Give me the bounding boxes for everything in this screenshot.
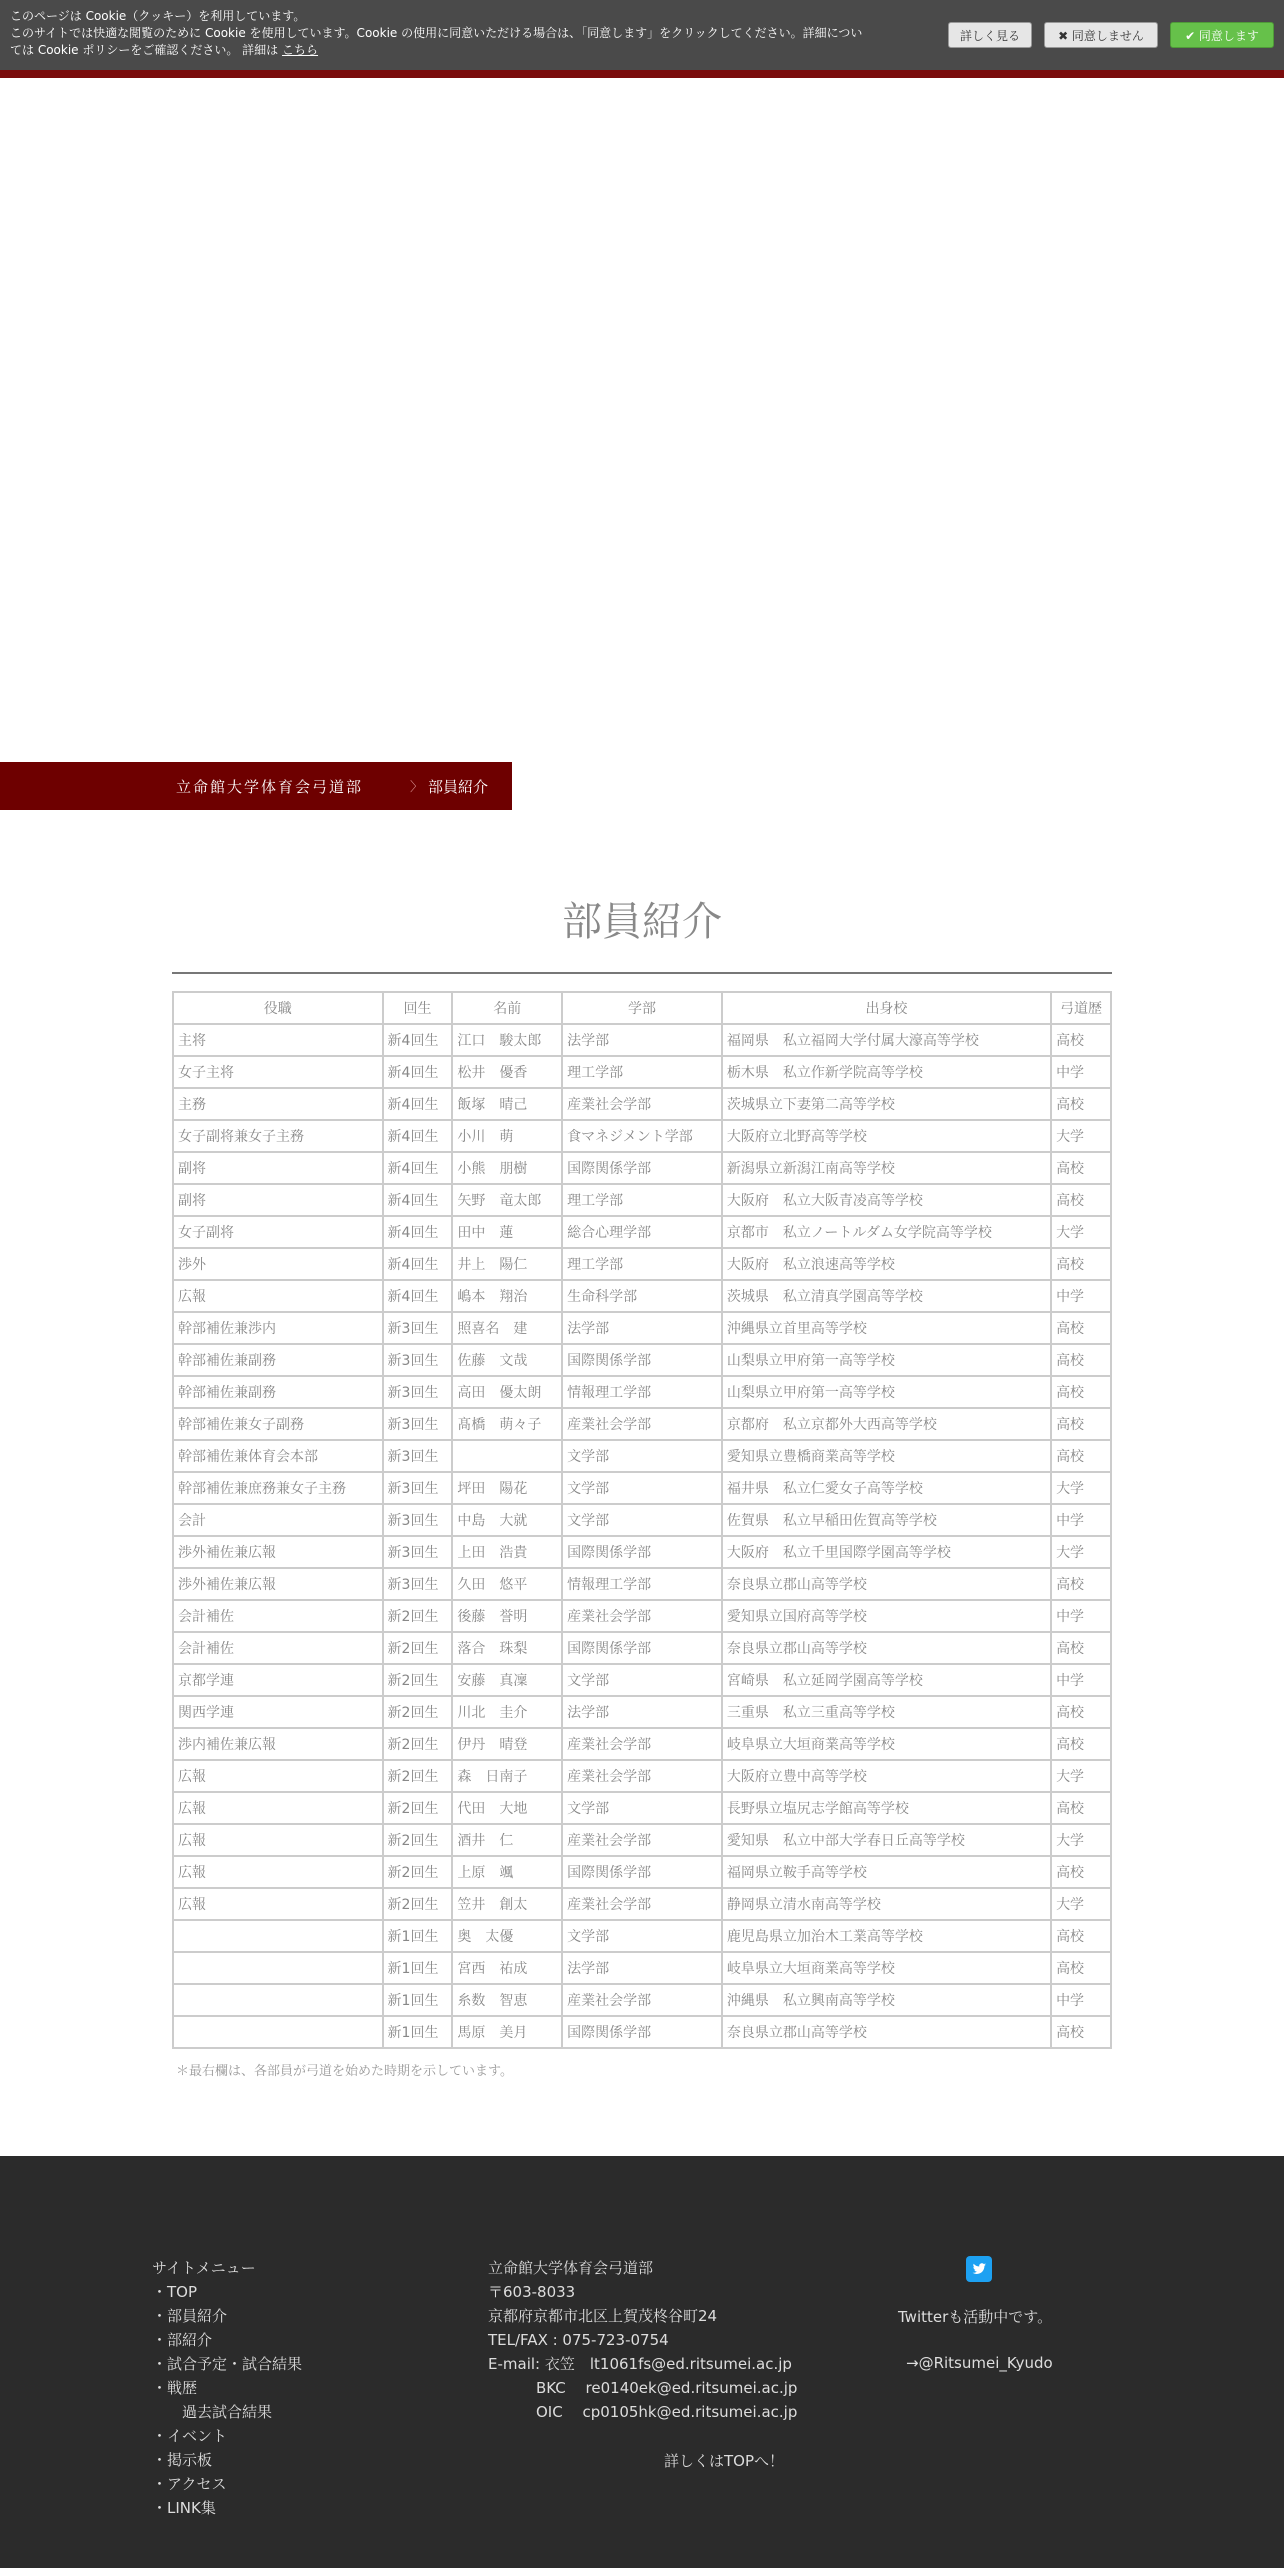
cell-school: 岐阜県立大垣商業高等学校: [722, 1728, 1051, 1760]
cell-role: 会計: [173, 1504, 383, 1536]
cell-role: [173, 1920, 383, 1952]
menu-item-schedule[interactable]: ・試合予定・試合結果: [152, 2355, 303, 2373]
cell-year: 新3回生: [383, 1504, 453, 1536]
cell-faculty: 法学部: [562, 1312, 722, 1344]
cell-faculty: 国際関係学部: [562, 1632, 722, 1664]
cell-name: 中島 大就: [452, 1504, 562, 1536]
cell-name: 伊丹 晴登: [452, 1728, 562, 1760]
table-row: [173, 1984, 1111, 2016]
cell-year: 新2回生: [383, 1888, 453, 1920]
cell-year: 新3回生: [383, 1568, 453, 1600]
cell-experience: 中学: [1051, 1056, 1111, 1088]
contact-tel: TEL/FAX : 075-723-0754: [488, 2331, 669, 2349]
menu-item-top[interactable]: ・TOP: [152, 2283, 198, 2301]
cell-name: 森 日南子: [452, 1760, 562, 1792]
cell-experience: 高校: [1051, 1024, 1111, 1056]
cell-year: 新2回生: [383, 1632, 453, 1664]
cell-experience: 高校: [1051, 1408, 1111, 1440]
cell-faculty: 産業社会学部: [562, 1760, 722, 1792]
cell-faculty: 理工学部: [562, 1056, 722, 1088]
cell-role: 広報: [173, 1824, 383, 1856]
cell-year: 新2回生: [383, 1664, 453, 1696]
cell-experience: 高校: [1051, 1248, 1111, 1280]
menu-item-past-results[interactable]: 過去試合結果: [182, 2403, 273, 2421]
cell-year: 新4回生: [383, 1184, 453, 1216]
cell-year: 新3回生: [383, 1440, 453, 1472]
cell-school: 長野県立塩尻志学館高等学校: [722, 1792, 1051, 1824]
cell-school: 静岡県立清水南高等学校: [722, 1888, 1051, 1920]
cell-experience: 高校: [1051, 1728, 1111, 1760]
menu-item-members[interactable]: ・部員紹介: [152, 2307, 228, 2325]
cell-faculty: 理工学部: [562, 1184, 722, 1216]
table-row: [173, 1440, 1111, 1472]
cell-faculty: 文学部: [562, 1504, 722, 1536]
table-row: [173, 1056, 1111, 1088]
cookie-line-2: このサイトでは快適な閲覧のために Cookie を使用しています。Cookie の使用に同意いただける場合は、「同意します」をクリックしてください。詳細につい: [10, 26, 863, 40]
cell-role: 女子副将: [173, 1216, 383, 1248]
cell-faculty: 国際関係学部: [562, 1536, 722, 1568]
table-row: [173, 1696, 1111, 1728]
cell-school: 沖縄県 私立興南高等学校: [722, 1984, 1051, 2016]
cell-name: 嶋本 翔治: [452, 1280, 562, 1312]
table-row: [173, 1824, 1111, 1856]
cell-faculty: 法学部: [562, 1696, 722, 1728]
cell-faculty: 生命科学部: [562, 1280, 722, 1312]
menu-item-links[interactable]: ・LINK集: [152, 2499, 216, 2517]
cell-experience: 高校: [1051, 1792, 1111, 1824]
more-top-link[interactable]: 詳しくはTOPへ！: [664, 2452, 785, 2470]
title-divider: [172, 972, 1112, 974]
contact-name: 立命館大学体育会弓道部: [488, 2259, 654, 2277]
table-row: [173, 1120, 1111, 1152]
cell-year: 新2回生: [383, 1824, 453, 1856]
cookie-policy-link[interactable]: こちら: [282, 43, 319, 57]
cell-experience: 高校: [1051, 1952, 1111, 1984]
cell-experience: 高校: [1051, 1184, 1111, 1216]
cell-faculty: 総合心理学部: [562, 1216, 722, 1248]
cell-role: 渉外: [173, 1248, 383, 1280]
cell-name: 髙橋 萌々子: [452, 1408, 562, 1440]
cell-faculty: 法学部: [562, 1952, 722, 1984]
menu-item-events[interactable]: ・イベント: [152, 2427, 228, 2445]
cell-school: 茨城県 私立清真学園高等学校: [722, 1280, 1051, 1312]
cell-role: 女子主将: [173, 1056, 383, 1088]
cell-year: 新1回生: [383, 1984, 453, 2016]
cell-year: 新1回生: [383, 1952, 453, 1984]
cell-name: 田中 蓮: [452, 1216, 562, 1248]
table-row: [173, 1376, 1111, 1408]
cell-school: 山梨県立甲府第一高等学校: [722, 1376, 1051, 1408]
contact-email-kinugasa: E-mail: 衣笠 lt1061fs@ed.ritsumei.ac.jp: [488, 2355, 792, 2373]
cell-faculty: 産業社会学部: [562, 1984, 722, 2016]
cell-school: 山梨県立甲府第一高等学校: [722, 1344, 1051, 1376]
cell-role: 幹部補佐兼庶務兼女子主務: [173, 1472, 383, 1504]
cell-role: 会計補佐: [173, 1600, 383, 1632]
cell-year: 新2回生: [383, 1760, 453, 1792]
breadcrumb-current: 部員紹介: [428, 778, 489, 796]
cell-name: 坪田 陽花: [452, 1472, 562, 1504]
cell-faculty: 産業社会学部: [562, 1600, 722, 1632]
cell-name: 奥 太優: [452, 1920, 562, 1952]
table-row: [173, 1024, 1111, 1056]
cell-year: 新2回生: [383, 1792, 453, 1824]
cell-role: 幹部補佐兼副務: [173, 1376, 383, 1408]
cell-school: 三重県 私立三重高等学校: [722, 1696, 1051, 1728]
cell-role: 広報: [173, 1280, 383, 1312]
cell-role: 幹部補佐兼女子副務: [173, 1408, 383, 1440]
cell-faculty: 国際関係学部: [562, 1152, 722, 1184]
cell-year: 新4回生: [383, 1120, 453, 1152]
cell-role: 京都学連: [173, 1664, 383, 1696]
table-row: [173, 1632, 1111, 1664]
cell-role: 副将: [173, 1184, 383, 1216]
cell-faculty: 産業社会学部: [562, 1824, 722, 1856]
header-experience: 弓道歴: [1051, 992, 1111, 1024]
cell-year: 新4回生: [383, 1152, 453, 1184]
menu-item-history[interactable]: ・戦歴: [152, 2379, 198, 2397]
cell-role: 主務: [173, 1088, 383, 1120]
table-row: [173, 1408, 1111, 1440]
table-row: [173, 1952, 1111, 1984]
header-school: 出身校: [722, 992, 1051, 1024]
cell-experience: 高校: [1051, 1632, 1111, 1664]
cookie-line-1: このページは Cookie（クッキー）を利用しています。: [10, 9, 306, 23]
cell-school: 奈良県立郡山高等学校: [722, 1568, 1051, 1600]
cell-experience: 高校: [1051, 1856, 1111, 1888]
cell-year: 新3回生: [383, 1408, 453, 1440]
cell-experience: 大学: [1051, 1824, 1111, 1856]
cell-school: 京都市 私立ノートルダム女学院高等学校: [722, 1216, 1051, 1248]
footer: [0, 2156, 1284, 2568]
breadcrumb-home-link[interactable]: 立命館大学体育会弓道部: [176, 778, 364, 796]
cell-school: 愛知県立豊橋商業高等学校: [722, 1440, 1051, 1472]
cell-year: 新3回生: [383, 1376, 453, 1408]
cell-year: 新3回生: [383, 1312, 453, 1344]
cell-year: 新1回生: [383, 2016, 453, 2048]
cell-name: 矢野 竜太郎: [452, 1184, 562, 1216]
cell-role: 広報: [173, 1856, 383, 1888]
cell-school: 新潟県立新潟江南高等学校: [722, 1152, 1051, 1184]
cell-year: 新4回生: [383, 1088, 453, 1120]
cell-school: 大阪府 私立千里国際学園高等学校: [722, 1536, 1051, 1568]
breadcrumb: [0, 762, 512, 810]
cell-role: 主将: [173, 1024, 383, 1056]
table-row: [173, 1728, 1111, 1760]
cell-role: 副将: [173, 1152, 383, 1184]
cell-experience: 中学: [1051, 1280, 1111, 1312]
cell-experience: 中学: [1051, 1664, 1111, 1696]
cell-name: 江口 駿太郎: [452, 1024, 562, 1056]
cookie-detail-button[interactable]: 詳しく見る: [948, 22, 1032, 48]
cell-role: 幹部補佐兼体育会本部: [173, 1440, 383, 1472]
cell-year: 新4回生: [383, 1024, 453, 1056]
cell-experience: 高校: [1051, 2016, 1111, 2048]
cell-name: 川北 圭介: [452, 1696, 562, 1728]
menu-item-club[interactable]: ・部紹介: [152, 2331, 213, 2349]
cell-faculty: 文学部: [562, 1792, 722, 1824]
cell-school: 大阪府立北野高等学校: [722, 1120, 1051, 1152]
site-menu-title: サイトメニュー: [152, 2259, 256, 2277]
cell-faculty: 産業社会学部: [562, 1408, 722, 1440]
cell-faculty: 法学部: [562, 1024, 722, 1056]
cell-name: 糸数 智恵: [452, 1984, 562, 2016]
cell-role: 広報: [173, 1792, 383, 1824]
cell-year: 新4回生: [383, 1280, 453, 1312]
cell-school: 福井県 私立仁愛女子高等学校: [722, 1472, 1051, 1504]
cell-faculty: 食マネジメント学部: [562, 1120, 722, 1152]
cookie-accept-button[interactable]: ✔ 同意します: [1170, 22, 1274, 48]
cell-name: 酒井 仁: [452, 1824, 562, 1856]
cell-faculty: 文学部: [562, 1664, 722, 1696]
table-row: [173, 1856, 1111, 1888]
header-name: 名前: [452, 992, 562, 1024]
table-row: [173, 1184, 1111, 1216]
table-row: [173, 1088, 1111, 1120]
cell-year: 新2回生: [383, 1728, 453, 1760]
table-row: [173, 1312, 1111, 1344]
member-table: [172, 991, 1112, 2049]
table-row: [173, 1760, 1111, 1792]
cell-experience: 高校: [1051, 1376, 1111, 1408]
header-role: 役職: [173, 992, 383, 1024]
cell-faculty: 国際関係学部: [562, 2016, 722, 2048]
table-row: [173, 1792, 1111, 1824]
table-header-row: [173, 992, 1111, 1024]
cell-school: 宮崎県 私立延岡学園高等学校: [722, 1664, 1051, 1696]
cell-experience: 高校: [1051, 1344, 1111, 1376]
cell-role: 女子副将兼女子主務: [173, 1120, 383, 1152]
cell-year: 新2回生: [383, 1696, 453, 1728]
cell-faculty: 文学部: [562, 1440, 722, 1472]
cookie-line-3-text: ては Cookie ポリシーをご確認ください。 詳細は: [10, 43, 279, 57]
cell-year: 新3回生: [383, 1344, 453, 1376]
cell-name: 笠井 創太: [452, 1888, 562, 1920]
cell-experience: 高校: [1051, 1696, 1111, 1728]
cell-name: 上田 浩貴: [452, 1536, 562, 1568]
table-row: [173, 1216, 1111, 1248]
cell-role: [173, 2016, 383, 2048]
cell-experience: 高校: [1051, 1312, 1111, 1344]
cell-school: 福岡県立鞍手高等学校: [722, 1856, 1051, 1888]
page-title: 部員紹介: [562, 899, 722, 945]
cell-experience: 大学: [1051, 1216, 1111, 1248]
cell-faculty: 理工学部: [562, 1248, 722, 1280]
cell-faculty: 産業社会学部: [562, 1888, 722, 1920]
cell-role: 渉外補佐兼広報: [173, 1568, 383, 1600]
cell-experience: 中学: [1051, 1984, 1111, 2016]
cell-school: 京都府 私立京都外大西高等学校: [722, 1408, 1051, 1440]
header-strip: [0, 70, 1284, 78]
cell-school: 大阪府 私立浪速高等学校: [722, 1248, 1051, 1280]
cell-experience: 中学: [1051, 1600, 1111, 1632]
cell-year: 新4回生: [383, 1216, 453, 1248]
cell-role: 関西学連: [173, 1696, 383, 1728]
cell-experience: 大学: [1051, 1536, 1111, 1568]
cell-name: 後藤 誉明: [452, 1600, 562, 1632]
cell-school: 岐阜県立大垣商業高等学校: [722, 1952, 1051, 1984]
cell-name: 上原 颯: [452, 1856, 562, 1888]
twitter-handle-link[interactable]: →@Ritsumei_Kyudo: [906, 2354, 1053, 2372]
cell-faculty: 国際関係学部: [562, 1856, 722, 1888]
contact-email-bkc: BKC re0140ek@ed.ritsumei.ac.jp: [536, 2379, 798, 2397]
cell-experience: 大学: [1051, 1760, 1111, 1792]
cell-name: 小熊 朋樹: [452, 1152, 562, 1184]
cell-year: 新2回生: [383, 1600, 453, 1632]
cell-experience: 高校: [1051, 1440, 1111, 1472]
cookie-consent-bar: [0, 0, 1284, 70]
cell-role: 会計補佐: [173, 1632, 383, 1664]
table-row: [173, 1472, 1111, 1504]
cell-year: 新2回生: [383, 1856, 453, 1888]
cell-experience: 高校: [1051, 1088, 1111, 1120]
cell-faculty: 情報理工学部: [562, 1376, 722, 1408]
cell-name: 小川 萌: [452, 1120, 562, 1152]
cell-year: 新1回生: [383, 1920, 453, 1952]
contact-address: 京都府京都市北区上賀茂柊谷町24: [488, 2307, 718, 2325]
cell-school: 鹿児島県立加治木工業高等学校: [722, 1920, 1051, 1952]
cell-faculty: 産業社会学部: [562, 1088, 722, 1120]
cell-name: 飯塚 晴己: [452, 1088, 562, 1120]
cell-experience: 大学: [1051, 1472, 1111, 1504]
cell-faculty: 情報理工学部: [562, 1568, 722, 1600]
table-row: [173, 1568, 1111, 1600]
table-row: [173, 1344, 1111, 1376]
cell-name: 照喜名 建: [452, 1312, 562, 1344]
cell-school: 栃木県 私立作新学院高等学校: [722, 1056, 1051, 1088]
table-row: [173, 1888, 1111, 1920]
cell-name: 高田 優太朗: [452, 1376, 562, 1408]
cell-role: 幹部補佐兼副務: [173, 1344, 383, 1376]
cell-year: 新3回生: [383, 1472, 453, 1504]
cell-name: [452, 1440, 562, 1472]
cell-experience: 高校: [1051, 1568, 1111, 1600]
cell-name: 松井 優香: [452, 1056, 562, 1088]
table-note: ＊最右欄は、各部員が弓道を始めた時期を示しています。: [176, 2064, 513, 2079]
site-menu: [152, 2256, 302, 2520]
cookie-decline-button[interactable]: ✖ 同意しません: [1044, 22, 1158, 48]
cell-role: 渉内補佐兼広報: [173, 1728, 383, 1760]
cell-role: 渉外補佐兼広報: [173, 1536, 383, 1568]
cell-school: 大阪府 私立大阪青凌高等学校: [722, 1184, 1051, 1216]
cookie-line-3: [10, 42, 940, 59]
table-row: [173, 1920, 1111, 1952]
contact-info: [488, 2256, 797, 2424]
cell-faculty: 産業社会学部: [562, 1728, 722, 1760]
cell-school: 奈良県立郡山高等学校: [722, 1632, 1051, 1664]
cell-name: 宮西 祐成: [452, 1952, 562, 1984]
cell-year: 新4回生: [383, 1056, 453, 1088]
cell-school: 福岡県 私立福岡大学付属大濠高等学校: [722, 1024, 1051, 1056]
cell-name: 代田 大地: [452, 1792, 562, 1824]
cell-school: 沖縄県立首里高等学校: [722, 1312, 1051, 1344]
twitter-note: Twitterも活動中です。: [898, 2308, 1053, 2326]
menu-item-board[interactable]: ・掲示板: [152, 2451, 213, 2469]
menu-item-access[interactable]: ・アクセス: [152, 2475, 227, 2493]
cell-experience: 大学: [1051, 1888, 1111, 1920]
cookie-text: [10, 8, 940, 59]
cell-experience: 大学: [1051, 1120, 1111, 1152]
cell-experience: 高校: [1051, 1920, 1111, 1952]
table-row: [173, 1504, 1111, 1536]
cell-role: 広報: [173, 1760, 383, 1792]
cell-faculty: 国際関係学部: [562, 1344, 722, 1376]
cell-school: 茨城県立下妻第二高等学校: [722, 1088, 1051, 1120]
cell-name: 安藤 真凜: [452, 1664, 562, 1696]
cell-name: 佐藤 文哉: [452, 1344, 562, 1376]
cell-school: 佐賀県 私立早稲田佐賀高等学校: [722, 1504, 1051, 1536]
cell-school: 奈良県立郡山高等学校: [722, 2016, 1051, 2048]
cell-experience: 高校: [1051, 1152, 1111, 1184]
cell-faculty: 文学部: [562, 1920, 722, 1952]
cell-school: 愛知県 私立中部大学春日丘高等学校: [722, 1824, 1051, 1856]
cell-year: 新3回生: [383, 1536, 453, 1568]
contact-postal: 〒603-8033: [488, 2283, 576, 2301]
table-row: [173, 1248, 1111, 1280]
table-row: [173, 1664, 1111, 1696]
cell-name: 井上 陽仁: [452, 1248, 562, 1280]
cell-name: 久田 悠平: [452, 1568, 562, 1600]
table-row: [173, 1152, 1111, 1184]
cell-school: 愛知県立国府高等学校: [722, 1600, 1051, 1632]
cell-name: 馬原 美月: [452, 2016, 562, 2048]
table-body: [173, 1024, 1111, 2048]
table-row: [173, 1280, 1111, 1312]
table-row: [173, 1600, 1111, 1632]
header-year: 回生: [383, 992, 453, 1024]
header-faculty: 学部: [562, 992, 722, 1024]
cell-role: 幹部補佐兼渉内: [173, 1312, 383, 1344]
cell-role: [173, 1952, 383, 1984]
twitter-icon[interactable]: [966, 2256, 992, 2282]
cell-role: [173, 1984, 383, 2016]
cell-name: 落合 珠梨: [452, 1632, 562, 1664]
table-row: [173, 2016, 1111, 2048]
cell-year: 新4回生: [383, 1248, 453, 1280]
table-row: [173, 1536, 1111, 1568]
cell-role: 広報: [173, 1888, 383, 1920]
cell-faculty: 文学部: [562, 1472, 722, 1504]
cell-school: 大阪府立豊中高等学校: [722, 1760, 1051, 1792]
cell-experience: 中学: [1051, 1504, 1111, 1536]
breadcrumb-separator-icon: 〉: [410, 780, 424, 795]
contact-email-oic: OIC cp0105hk@ed.ritsumei.ac.jp: [536, 2403, 798, 2421]
